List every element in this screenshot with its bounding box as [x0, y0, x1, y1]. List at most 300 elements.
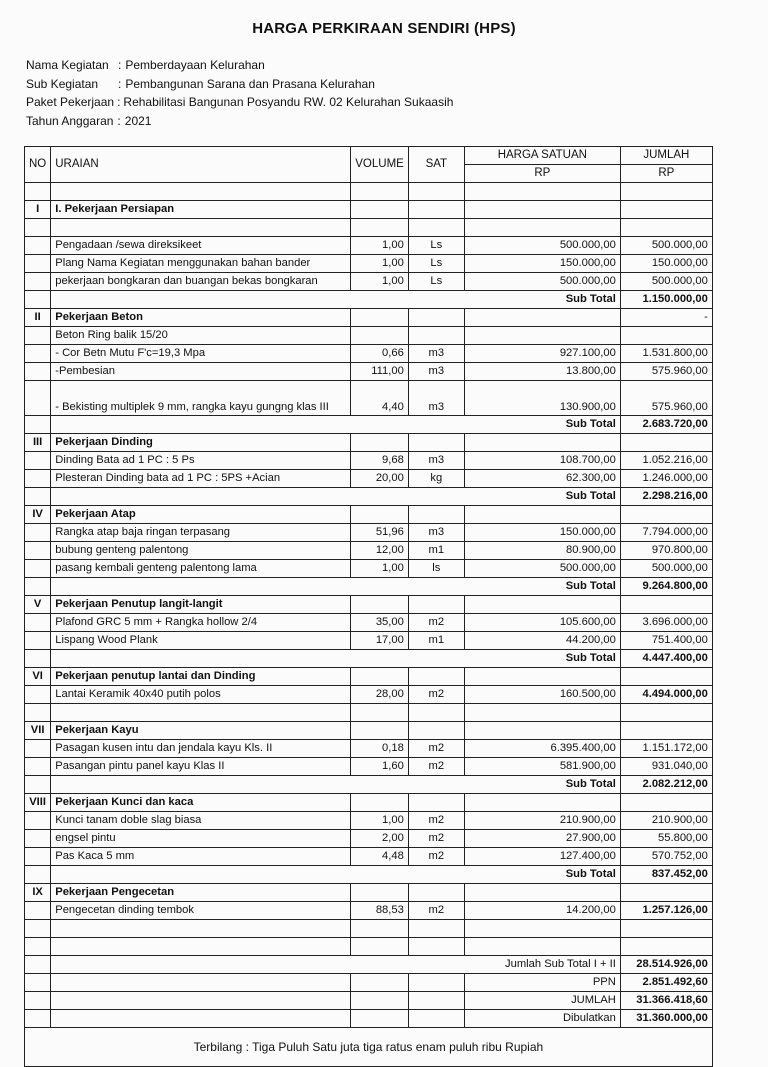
list-item: [25, 758, 713, 776]
jumlah-cell: [620, 201, 712, 219]
volume-cell: [351, 704, 409, 722]
jumlah-cell: [620, 704, 712, 722]
sat-cell: [408, 201, 464, 219]
uraian-cell: [51, 866, 351, 884]
item-harga-satuan: 6.395.400,00: [464, 740, 620, 758]
jumlah-cell: [620, 183, 712, 201]
item-harga-satuan: 108.700,00: [464, 452, 620, 470]
item-sat: m3: [408, 452, 464, 470]
volume-cell: [351, 416, 409, 434]
sat-cell: [408, 183, 464, 201]
harga-cell: [464, 920, 620, 938]
list-item: [25, 327, 713, 345]
subtotal-value: 2.683.720,00: [620, 416, 712, 434]
item-jumlah: 4.494.000,00: [620, 686, 712, 704]
uraian-cell: [51, 219, 351, 237]
section-number: IX: [25, 884, 51, 902]
item-uraian: - Cor Betn Mutu F'c=19,3 Mpa: [51, 345, 351, 363]
item-jumlah: 970.800,00: [620, 542, 712, 560]
no-cell: [25, 902, 51, 920]
item-harga-satuan: 80.900,00: [464, 542, 620, 560]
no-cell: [25, 237, 51, 255]
item-uraian: Pengadaan /sewa direksikeet: [51, 237, 351, 255]
jumlah-cell: [620, 434, 712, 452]
sat-cell: [408, 650, 464, 668]
volume-cell: [351, 201, 409, 219]
meta-value: 2021: [124, 113, 152, 128]
no-cell: [25, 524, 51, 542]
item-harga-satuan: [464, 327, 620, 345]
uraian-cell: [51, 938, 351, 956]
harga-cell: [464, 201, 620, 219]
item-jumlah: 575.960,00: [620, 381, 712, 416]
item-jumlah: 55.800,00: [620, 830, 712, 848]
section-number: V: [25, 596, 51, 614]
section-title-row: [25, 506, 713, 524]
no-cell: [25, 488, 51, 506]
sat-cell: [408, 596, 464, 614]
no-cell: [25, 704, 51, 722]
uraian-cell: [51, 416, 351, 434]
meta-label: Tahun Anggaran: [26, 113, 114, 128]
no-cell: [25, 920, 51, 938]
section-number: IV: [25, 506, 51, 524]
volume-cell: [351, 884, 409, 902]
meta-label: Nama Kegiatan: [26, 58, 109, 72]
jumlah-cell: [620, 668, 712, 686]
sat-cell: [408, 668, 464, 686]
no-cell: [25, 363, 51, 381]
header-rp: RP: [620, 165, 712, 183]
blank-row: [25, 704, 713, 722]
uraian-cell: [51, 650, 351, 668]
item-uraian: Pengecetan dinding tembok: [51, 902, 351, 920]
volume-cell: [351, 668, 409, 686]
no-cell: [25, 812, 51, 830]
item-uraian: -Pembesian: [51, 363, 351, 381]
no-cell: [25, 740, 51, 758]
no-cell: [25, 219, 51, 237]
volume-cell: [351, 794, 409, 812]
uraian-cell: [51, 956, 351, 974]
list-item: [25, 524, 713, 542]
uraian-cell: [51, 488, 351, 506]
item-sat: m2: [408, 848, 464, 866]
item-harga-satuan: 500.000,00: [464, 273, 620, 291]
uraian-cell: [51, 776, 351, 794]
item-harga-satuan: 150.000,00: [464, 524, 620, 542]
volume-cell: [351, 866, 409, 884]
harga-cell: [464, 596, 620, 614]
subtotal-label: Sub Total: [464, 650, 620, 668]
item-uraian: pasang kembali genteng palentong lama: [51, 560, 351, 578]
item-sat: kg: [408, 470, 464, 488]
volume-cell: [351, 1010, 409, 1028]
item-harga-satuan: 160.500,00: [464, 686, 620, 704]
harga-cell: [464, 884, 620, 902]
list-item: [25, 830, 713, 848]
sat-cell: [408, 920, 464, 938]
section-number: VI: [25, 668, 51, 686]
sat-cell: [408, 506, 464, 524]
item-sat: m1: [408, 632, 464, 650]
item-sat: m1: [408, 542, 464, 560]
item-volume: 1,00: [351, 812, 409, 830]
item-sat: Ls: [408, 273, 464, 291]
jumlah-cell: [620, 920, 712, 938]
meta-label: Sub Kegiatan: [26, 76, 99, 91]
sat-cell: [408, 291, 464, 309]
item-uraian: engsel pintu: [51, 830, 351, 848]
blank-row: [25, 219, 713, 237]
subtotal-label: Sub Total: [464, 578, 620, 596]
section-title-row: [25, 434, 713, 452]
sat-cell: [408, 776, 464, 794]
volume-cell: [351, 920, 409, 938]
subtotal-row: [25, 416, 713, 434]
item-jumlah: 500.000,00: [620, 273, 712, 291]
meta-row-nama-kegiatan: Nama Kegiatan : Pemberdayaan Kelurahan: [26, 56, 453, 75]
jumlah-cell: [620, 938, 712, 956]
section-number: II: [25, 309, 51, 327]
total-row: [25, 974, 713, 992]
volume-cell: [351, 956, 409, 974]
harga-cell: [464, 794, 620, 812]
total-value: 31.366.418,60: [620, 992, 712, 1010]
list-item: [25, 686, 713, 704]
harga-cell: [464, 219, 620, 237]
list-item: [25, 848, 713, 866]
item-jumlah: 575.960,00: [620, 363, 712, 381]
harga-cell: [464, 704, 620, 722]
item-sat: ls: [408, 560, 464, 578]
uraian-cell: [51, 291, 351, 309]
total-value: 2.851.492,60: [620, 974, 712, 992]
item-sat: m3: [408, 363, 464, 381]
list-item: [25, 452, 713, 470]
item-volume: 111,00: [351, 363, 409, 381]
section-title: Pekerjaan Pengecetan: [51, 884, 351, 902]
sat-cell: [408, 434, 464, 452]
no-cell: [25, 416, 51, 434]
meta-value: Rehabilitasi Bangunan Posyandu RW. 02 Kelurahan Sukaasih: [123, 95, 454, 109]
uraian-cell: [51, 578, 351, 596]
no-cell: [25, 848, 51, 866]
section-title-row: [25, 884, 713, 902]
volume-cell: [351, 974, 409, 992]
item-volume: 1,00: [351, 273, 409, 291]
list-item: [25, 255, 713, 273]
item-volume: 17,00: [351, 632, 409, 650]
section-title: Pekerjaan Kunci dan kaca: [51, 794, 351, 812]
volume-cell: [351, 650, 409, 668]
list-item: [25, 614, 713, 632]
no-cell: [25, 560, 51, 578]
no-cell: [25, 974, 51, 992]
no-cell: [25, 614, 51, 632]
item-volume: 9,68: [351, 452, 409, 470]
section-title-row: [25, 309, 713, 327]
list-item: [25, 470, 713, 488]
sat-cell: [408, 704, 464, 722]
volume-cell: [351, 183, 409, 201]
item-volume: 0,66: [351, 345, 409, 363]
hps-table: [24, 146, 713, 1067]
subtotal-value: 9.264.800,00: [620, 578, 712, 596]
header-rp: RP: [464, 165, 620, 183]
item-harga-satuan: 150.000,00: [464, 255, 620, 273]
document-title: HARGA PERKIRAAN SENDIRI (HPS): [252, 20, 516, 37]
harga-cell: [464, 668, 620, 686]
volume-cell: [351, 992, 409, 1010]
list-item: [25, 381, 713, 416]
terbilang-row: [25, 1028, 713, 1067]
item-jumlah: [620, 327, 712, 345]
no-cell: [25, 345, 51, 363]
no-cell: [25, 866, 51, 884]
item-jumlah: 751.400,00: [620, 632, 712, 650]
total-label: PPN: [464, 974, 620, 992]
harga-cell: [464, 722, 620, 740]
header-no: NO: [25, 147, 51, 183]
meta-value: Pemberdayaan Kelurahan: [125, 58, 265, 72]
no-cell: [25, 938, 51, 956]
subtotal-row: [25, 291, 713, 309]
subtotal-value: 1.150.000,00: [620, 291, 712, 309]
item-volume: 4,40: [351, 381, 409, 416]
volume-cell: [351, 722, 409, 740]
item-volume: 2,00: [351, 830, 409, 848]
total-row: [25, 1010, 713, 1028]
uraian-cell: [51, 920, 351, 938]
item-sat: [408, 327, 464, 345]
section-title-row: [25, 668, 713, 686]
jumlah-cell: [620, 506, 712, 524]
item-jumlah: 1.531.800,00: [620, 345, 712, 363]
item-volume: 88,53: [351, 902, 409, 920]
item-uraian: pekerjaan bongkaran dan buangan bekas bongkaran: [51, 273, 351, 291]
no-cell: [25, 1010, 51, 1028]
item-sat: m2: [408, 812, 464, 830]
list-item: [25, 273, 713, 291]
item-harga-satuan: 105.600,00: [464, 614, 620, 632]
item-uraian: Dinding Bata ad 1 PC : 5 Ps: [51, 452, 351, 470]
subtotal-value: 837.452,00: [620, 866, 712, 884]
item-uraian: Pasangan pintu panel kayu Klas II: [51, 758, 351, 776]
no-cell: [25, 470, 51, 488]
item-volume: 12,00: [351, 542, 409, 560]
total-label: JUMLAH: [464, 992, 620, 1010]
item-sat: m2: [408, 740, 464, 758]
item-uraian: - Bekisting multiplek 9 mm, rangka kayu gungng klas III: [51, 381, 351, 416]
volume-cell: [351, 219, 409, 237]
item-uraian: Plang Nama Kegiatan menggunakan bahan bander: [51, 255, 351, 273]
section-title: Pekerjaan penutup lantai dan Dinding: [51, 668, 351, 686]
total-row: [25, 956, 713, 974]
no-cell: [25, 291, 51, 309]
sat-cell: [408, 309, 464, 327]
jumlah-cell: [620, 596, 712, 614]
section-title: I. Pekerjaan Persiapan: [51, 201, 351, 219]
item-sat: m2: [408, 830, 464, 848]
item-harga-satuan: 500.000,00: [464, 237, 620, 255]
subtotal-row: [25, 578, 713, 596]
total-label: Jumlah Sub Total I + II: [464, 956, 620, 974]
sat-cell: [408, 416, 464, 434]
item-sat: m3: [408, 524, 464, 542]
sat-cell: [408, 974, 464, 992]
list-item: [25, 560, 713, 578]
item-volume: 1,60: [351, 758, 409, 776]
item-harga-satuan: 27.900,00: [464, 830, 620, 848]
meta-row-tahun-anggaran: Tahun Anggaran : 2021: [26, 112, 453, 131]
item-harga-satuan: 127.400,00: [464, 848, 620, 866]
section-number: VIII: [25, 794, 51, 812]
harga-cell: [464, 434, 620, 452]
list-item: [25, 363, 713, 381]
subtotal-value: 2.082.212,00: [620, 776, 712, 794]
item-sat: m2: [408, 614, 464, 632]
sat-cell: [408, 884, 464, 902]
no-cell: [25, 650, 51, 668]
harga-cell: [464, 309, 620, 327]
sat-cell: [408, 219, 464, 237]
item-volume: 28,00: [351, 686, 409, 704]
section-title-row: [25, 722, 713, 740]
item-jumlah: 1.257.126,00: [620, 902, 712, 920]
item-volume: 4,48: [351, 848, 409, 866]
item-uraian: bubung genteng palentong: [51, 542, 351, 560]
total-row: [25, 992, 713, 1010]
item-jumlah: 500.000,00: [620, 560, 712, 578]
no-cell: [25, 183, 51, 201]
subtotal-label: Sub Total: [464, 416, 620, 434]
subtotal-label: Sub Total: [464, 488, 620, 506]
sat-cell: [408, 488, 464, 506]
item-jumlah: 931.040,00: [620, 758, 712, 776]
harga-cell: [464, 506, 620, 524]
sat-cell: [408, 794, 464, 812]
item-volume: 0,18: [351, 740, 409, 758]
subtotal-row: [25, 650, 713, 668]
section-title: Pekerjaan Atap: [51, 506, 351, 524]
no-cell: [25, 327, 51, 345]
item-sat: m2: [408, 902, 464, 920]
project-info: [26, 56, 453, 130]
subtotal-value: 4.447.400,00: [620, 650, 712, 668]
item-sat: m2: [408, 758, 464, 776]
item-sat: Ls: [408, 237, 464, 255]
section-number: VII: [25, 722, 51, 740]
no-cell: [25, 956, 51, 974]
section-number: I: [25, 201, 51, 219]
item-volume: 35,00: [351, 614, 409, 632]
item-jumlah: 500.000,00: [620, 237, 712, 255]
item-jumlah: 150.000,00: [620, 255, 712, 273]
jumlah-cell: [620, 219, 712, 237]
harga-cell: [464, 183, 620, 201]
table-header-row: [25, 147, 713, 165]
item-uraian: Beton Ring balik 15/20: [51, 327, 351, 345]
item-jumlah: 1.246.000,00: [620, 470, 712, 488]
harga-cell: [464, 938, 620, 956]
uraian-cell: [51, 183, 351, 201]
no-cell: [25, 830, 51, 848]
subtotal-row: [25, 866, 713, 884]
volume-cell: [351, 578, 409, 596]
volume-cell: [351, 506, 409, 524]
blank-row: [25, 938, 713, 956]
no-cell: [25, 992, 51, 1010]
sat-cell: [408, 992, 464, 1010]
sat-cell: [408, 866, 464, 884]
volume-cell: [351, 776, 409, 794]
volume-cell: [351, 309, 409, 327]
item-jumlah: 3.696.000,00: [620, 614, 712, 632]
item-sat: m3: [408, 345, 464, 363]
uraian-cell: [51, 704, 351, 722]
header-uraian: URAIAN: [51, 147, 351, 183]
item-volume: 51,96: [351, 524, 409, 542]
list-item: [25, 632, 713, 650]
volume-cell: [351, 291, 409, 309]
blank-row: [25, 183, 713, 201]
item-volume: [351, 327, 409, 345]
no-cell: [25, 255, 51, 273]
item-uraian: Kunci tanam doble slag biasa: [51, 812, 351, 830]
sat-cell: [408, 578, 464, 596]
meta-value: Pembangunan Sarana dan Prasana Kelurahan: [125, 76, 375, 91]
item-volume: 1,00: [351, 255, 409, 273]
item-sat: m3: [408, 381, 464, 416]
list-item: [25, 237, 713, 255]
no-cell: [25, 758, 51, 776]
item-jumlah: 1.052.216,00: [620, 452, 712, 470]
sat-cell: [408, 938, 464, 956]
section-title-row: [25, 201, 713, 219]
jumlah-cell: [620, 722, 712, 740]
list-item: [25, 345, 713, 363]
item-harga-satuan: 62.300,00: [464, 470, 620, 488]
item-harga-satuan: 14.200,00: [464, 902, 620, 920]
volume-cell: [351, 596, 409, 614]
volume-cell: [351, 938, 409, 956]
item-jumlah: 1.151.172,00: [620, 740, 712, 758]
item-harga-satuan: 927.100,00: [464, 345, 620, 363]
item-uraian: Lantai Keramik 40x40 putih polos: [51, 686, 351, 704]
item-jumlah: 210.900,00: [620, 812, 712, 830]
jumlah-cell: -: [620, 309, 712, 327]
no-cell: [25, 452, 51, 470]
meta-row-paket-pekerjaan: Paket Pekerjaan : Rehabilitasi Bangunan Posyandu RW. 02 Kelurahan Sukaasih: [26, 93, 453, 112]
total-label: Dibulatkan: [464, 1010, 620, 1028]
total-value: 28.514.926,00: [620, 956, 712, 974]
no-cell: [25, 542, 51, 560]
item-volume: 1,00: [351, 237, 409, 255]
section-number: III: [25, 434, 51, 452]
list-item: [25, 740, 713, 758]
meta-label: Paket Pekerjaan: [26, 95, 115, 109]
item-jumlah: 7.794.000,00: [620, 524, 712, 542]
item-harga-satuan: 130.900,00: [464, 381, 620, 416]
section-title-row: [25, 794, 713, 812]
item-uraian: Plesteran Dinding bata ad 1 PC : 5PS +Acian: [51, 470, 351, 488]
item-harga-satuan: 13.800,00: [464, 363, 620, 381]
subtotal-value: 2.298.216,00: [620, 488, 712, 506]
sat-cell: [408, 956, 464, 974]
section-title: Pekerjaan Beton: [51, 309, 351, 327]
blank-row: [25, 920, 713, 938]
